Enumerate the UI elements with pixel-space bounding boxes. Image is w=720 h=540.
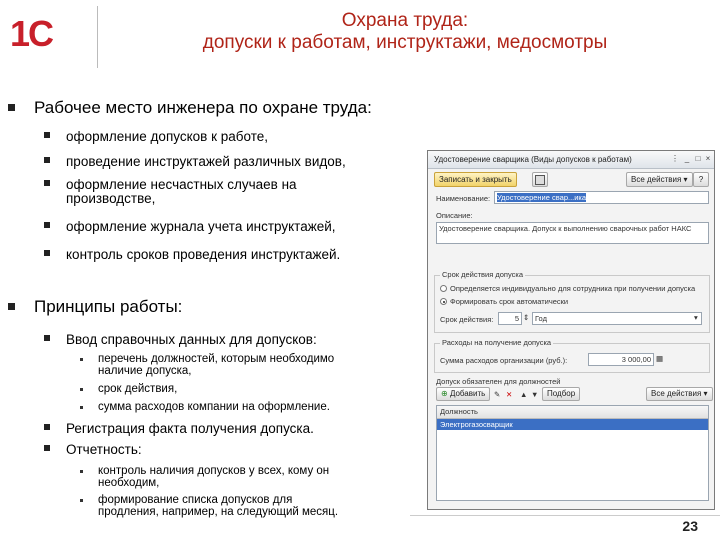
bullet-icon: [44, 424, 50, 430]
move-up-icon[interactable]: ▲: [520, 390, 528, 399]
bullet-icon: [44, 445, 50, 451]
add-icon: ⊕: [441, 389, 450, 398]
bullet-icon: [44, 132, 50, 138]
page-number: 23: [682, 518, 698, 534]
description-field[interactable]: Удостоверение сварщика. Допуск к выполнению сварочных работ НАКС: [436, 222, 709, 244]
save-icon-button[interactable]: [532, 172, 548, 187]
slide-title: [110, 10, 700, 54]
spin-icon[interactable]: ⇕: [523, 313, 530, 322]
name-label: Наименование:: [436, 194, 491, 203]
name-value: Удостоверение свар...ика: [497, 193, 587, 202]
bullet-square-icon: [8, 104, 15, 111]
dot-bullet-icon: [80, 499, 83, 502]
info-icon[interactable]: ⋮: [671, 154, 679, 163]
bullet-icon: [44, 335, 50, 341]
positions-table: [436, 405, 709, 501]
close-icon[interactable]: ×: [705, 154, 711, 163]
column-header-position[interactable]: Должность: [437, 406, 708, 419]
validity-group-title: Срок действия допуска: [442, 270, 524, 279]
select-button[interactable]: Подбор: [542, 387, 580, 401]
term-label: Срок действия:: [440, 315, 494, 324]
bullet-square-icon: [8, 303, 15, 310]
dropdown-icon[interactable]: ▾: [694, 313, 698, 322]
radio-individual-label: Определяется индивидуально для сотрудника при получении допуска: [450, 284, 696, 293]
edit-icon[interactable]: ✎: [494, 390, 501, 399]
chevron-down-icon: ▾: [681, 175, 688, 184]
logo-1c: [10, 14, 80, 54]
logo-text: 1С: [10, 13, 53, 54]
description-label: Описание:: [436, 211, 473, 220]
dot-bullet-icon: [80, 406, 83, 409]
chevron-down-icon: ▾: [701, 389, 708, 398]
move-down-icon[interactable]: ▼: [531, 390, 539, 399]
maximize-icon[interactable]: □: [695, 154, 701, 163]
calculator-icon[interactable]: ▦: [656, 354, 664, 363]
title-line-1: Охрана труда:: [341, 10, 469, 31]
bullet-icon: [44, 222, 50, 228]
radio-auto[interactable]: [440, 298, 447, 305]
all-actions-table-button[interactable]: Все действия ▾: [646, 387, 713, 401]
name-field[interactable]: [494, 191, 709, 204]
positions-label: Допуск обязателен для должностей: [436, 377, 561, 386]
title-line-2: допуски к работам, инструктажи, медосмотры: [202, 32, 608, 53]
radio-individual[interactable]: [440, 285, 447, 292]
dot-bullet-icon: [80, 470, 83, 473]
save-and-close-button[interactable]: Записать и закрыть: [434, 172, 517, 187]
minimize-icon[interactable]: _: [684, 154, 690, 163]
expense-label: Сумма расходов организации (руб.):: [440, 356, 568, 365]
expense-field[interactable]: 3 000,00: [588, 353, 654, 366]
add-button[interactable]: ⊕ Добавить: [436, 387, 490, 401]
window-title: Удостоверение сварщика (Виды допусков к работам): [434, 155, 632, 164]
footer-divider: [410, 515, 720, 516]
delete-icon[interactable]: ✕: [506, 390, 513, 399]
save-icon: [535, 175, 545, 185]
table-row[interactable]: Электрогазосварщик: [437, 419, 708, 430]
dot-bullet-icon: [80, 358, 83, 361]
dot-bullet-icon: [80, 388, 83, 391]
bullet-icon: [44, 157, 50, 163]
term-value-field[interactable]: 5: [498, 312, 522, 325]
catalog-item-window: [427, 150, 715, 510]
all-actions-button[interactable]: Все действия ▾: [626, 172, 693, 187]
window-titlebar[interactable]: [428, 151, 714, 169]
bullet-icon: [44, 180, 50, 186]
header-divider: [97, 6, 98, 68]
expense-group-title: Расходы на получение допуска: [442, 338, 552, 347]
bullet-icon: [44, 250, 50, 256]
radio-auto-label: Формировать срок автоматически: [450, 297, 569, 306]
term-unit-field[interactable]: Год: [532, 312, 702, 325]
help-button[interactable]: ?: [693, 172, 709, 187]
